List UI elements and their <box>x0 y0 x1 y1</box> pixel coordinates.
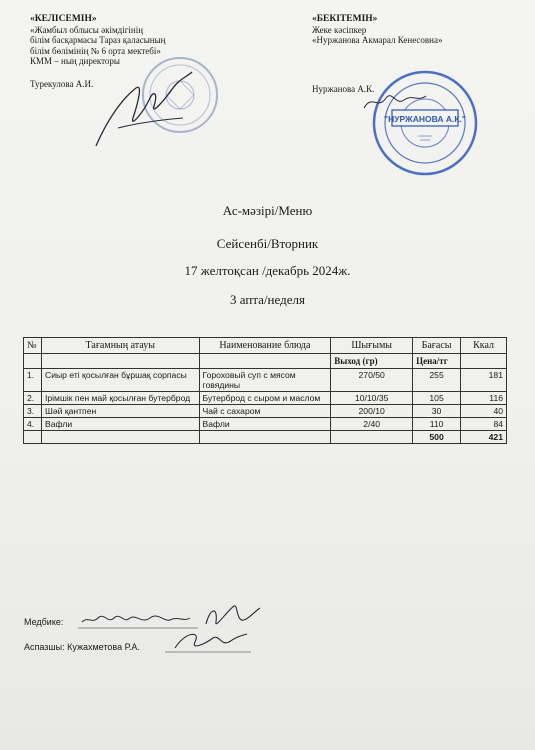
cell-no: 3. <box>24 405 42 418</box>
subheader-price: Цена/тг <box>413 354 461 369</box>
approval-left-line: білім бөлімінің № 6 орта мектебі» <box>30 45 161 56</box>
cell-kcal: 181 <box>461 369 507 392</box>
table-subheader-row <box>24 354 507 369</box>
col-header-price: Бағасы <box>413 338 461 354</box>
cell-dish-kz: Сиыр еті қосылған бұршақ сорпасы <box>41 369 199 392</box>
director-signature <box>88 58 198 158</box>
approval-left-line: «Жамбыл облысы әкімдігінің <box>30 24 144 35</box>
cell-dish-kz: Шәй қантпен <box>41 405 199 418</box>
approval-left-title: «КЕЛІСЕМІН» <box>30 14 97 24</box>
cook-signature <box>165 628 255 658</box>
cell-dish-kz: Вафли <box>41 418 199 431</box>
cook-signature-label: Аспазшы: Кужахметова Р.А. <box>24 642 140 652</box>
menu-table <box>23 337 507 444</box>
cell-price: 30 <box>413 405 461 418</box>
cell-yield: 10/10/35 <box>331 392 413 405</box>
cell-price: 255 <box>413 369 461 392</box>
week-title: 3 апта/неделя <box>230 292 305 307</box>
approval-right-line: Жеке кәсіпкер <box>312 24 367 35</box>
cell-dish-ru: Вафли <box>199 418 331 431</box>
table-row <box>24 405 507 418</box>
cell-kcal: 40 <box>461 405 507 418</box>
subheader-yield: Выход (гр) <box>331 354 413 369</box>
cell-dish-kz: Ірімшік пен май қосылған бутерброд <box>41 392 199 405</box>
menu-title: Ас-мәзірі/Меню <box>222 203 313 218</box>
col-header-yield: Шығымы <box>331 338 413 354</box>
col-header-kcal: Ккал <box>461 338 507 354</box>
cell-no: 4. <box>24 418 42 431</box>
entrepreneur-signature <box>360 86 430 116</box>
cell-kcal: 116 <box>461 392 507 405</box>
col-header-name-kz: Тағамның атауы <box>41 338 199 354</box>
cell-price: 105 <box>413 392 461 405</box>
cell-yield: 2/40 <box>331 418 413 431</box>
table-totals-row <box>24 431 507 444</box>
cell-kcal: 84 <box>461 418 507 431</box>
approval-left-line: КММ – ның директоры <box>30 56 120 66</box>
approval-right-line: «Нуржанова Акмарал Кенесовна» <box>312 35 443 45</box>
cell-yield: 270/50 <box>331 369 413 392</box>
cell-no: 2. <box>24 392 42 405</box>
cell-dish-ru: Бутерброд с сыром и маслом <box>199 392 331 405</box>
cell-dish-ru: Чай с сахаром <box>199 405 331 418</box>
entrepreneur-stamp <box>370 68 480 178</box>
approval-left-signer: Турекулова А.И. <box>30 78 94 89</box>
total-kcal: 421 <box>461 431 507 444</box>
cell-yield: 200/10 <box>331 405 413 418</box>
table-row <box>24 392 507 405</box>
col-header-name-ru: Наименование блюда <box>199 338 331 354</box>
cell-no: 1. <box>24 369 42 392</box>
table-row <box>24 418 507 431</box>
col-header-no: № <box>24 338 42 354</box>
total-price: 500 <box>413 431 461 444</box>
date-title: 17 желтоқсан /декабрь 2024ж. <box>184 263 351 278</box>
approval-right-signer: Нуржанова А.К. <box>312 83 375 94</box>
stamp-name-text: "НУРЖАНОВА А.К." <box>384 114 466 124</box>
nurse-signature-label: Медбике: <box>24 617 64 627</box>
cell-price: 110 <box>413 418 461 431</box>
table-row <box>24 369 507 392</box>
cell-dish-ru: Гороховый суп с мясом говядины <box>199 369 331 392</box>
approval-left-line: білім басқармасы Тараз қаласының <box>30 35 166 45</box>
day-title: Сейсенбі/Вторник <box>216 236 319 251</box>
table-header-row <box>24 338 507 354</box>
approval-right-title: «БЕКІТЕМІН» <box>312 14 378 24</box>
